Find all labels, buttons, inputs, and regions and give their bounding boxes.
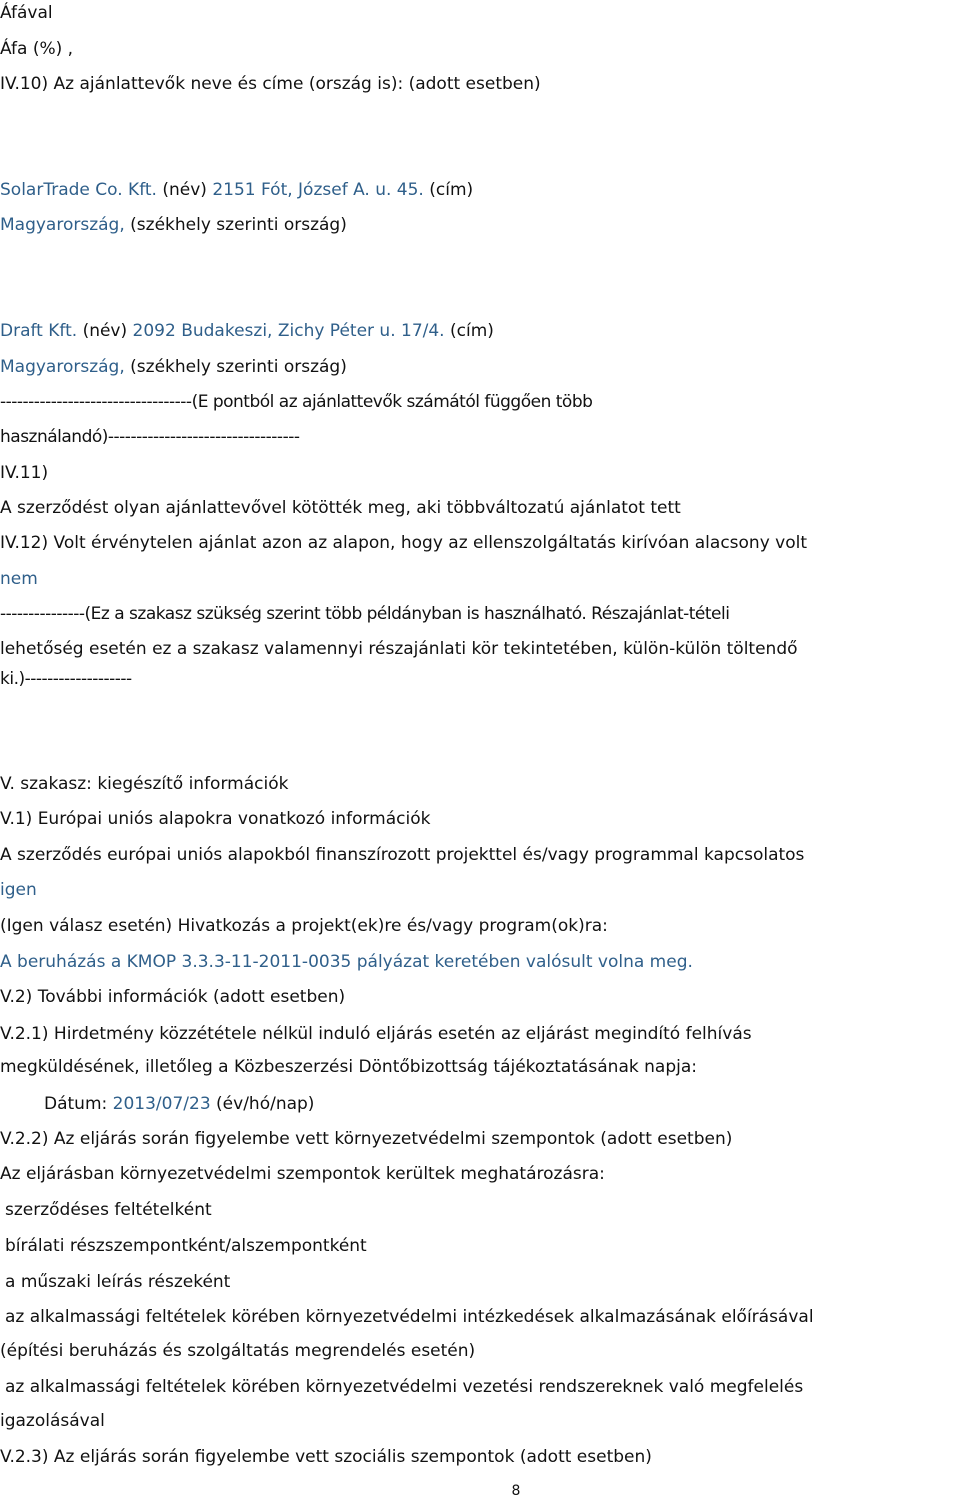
section-note-line-2: lehetőség esetén ez a szakasz valamennyi részajánlati kör tekintetében, külön-külön töltendő <box>0 639 798 659</box>
name-label: (név) <box>82 321 128 341</box>
iv11-text: A szerződést olyan ajánlattevővel kötötték meg, aki többváltozatú ajánlatot tett <box>0 498 681 518</box>
repeat-note-line-2: használandó)---------------------------------- <box>0 427 300 447</box>
bidder2-country: Magyarország, <box>0 357 125 377</box>
date-value: 2013/07/23 <box>112 1094 211 1114</box>
page-number: 8 <box>511 1483 521 1499</box>
date-format: (év/hó/nap) <box>216 1094 315 1114</box>
v22-intro: Az eljárásban környezetvédelmi szempontok kerültek meghatározásra: <box>0 1164 605 1184</box>
iv12-value: nem <box>0 569 38 589</box>
v1-heading: V.1) Európai uniós alapokra vonatkozó információk <box>0 809 431 829</box>
bidder1-name: SolarTrade Co. Kft. <box>0 180 157 200</box>
section-note-line-3: ki.)------------------- <box>0 669 132 689</box>
v21-text-line-1: V.2.1) Hirdetmény közzététele nélkül induló eljárás esetén az eljárást megindító felhívás <box>0 1024 752 1044</box>
v1-answer: igen <box>0 880 37 900</box>
bidder2-name: Draft Kft. <box>0 321 78 341</box>
bidder2-line <box>0 320 494 342</box>
date-label: Dátum: <box>44 1094 108 1114</box>
v22-item-technical-spec: a műszaki leírás részeként <box>5 1272 231 1292</box>
v22-item-eligibility-measures-line-1: az alkalmassági feltételek körében környezetvédelmi intézkedések alkalmazásának előírásával <box>5 1307 814 1327</box>
vat-percent-label: Áfa (%) , <box>0 39 74 59</box>
v21-text-line-2: megküldésének, illetőleg a Közbeszerzési Döntőbizottság tájékoztatásának napja: <box>0 1057 697 1077</box>
v22-item-evaluation-criterion: bírálati részszempontként/alszempontként <box>5 1236 367 1256</box>
bidder1-address: 2151 Fót, József A. u. 45. <box>212 180 424 200</box>
address-label: (cím) <box>429 180 474 200</box>
iv11-heading: IV.11) <box>0 463 49 483</box>
section-note-line-1: ---------------(Ez a szakasz szükség szerint több példányban is használható. Részajánlat-tételi <box>0 604 730 624</box>
bidder1-country-line <box>0 214 347 236</box>
iv12-heading: IV.12) Volt érvénytelen ajánlat azon az alapon, hogy az ellenszolgáltatás kirívóan alacsony volt <box>0 533 808 553</box>
bidder1-line <box>0 179 473 201</box>
country-label: (székhely szerinti ország) <box>130 357 347 377</box>
v2-heading: V.2) További információk (adott esetben) <box>0 987 346 1007</box>
date-line <box>44 1093 314 1115</box>
section-v-heading: V. szakasz: kiegészítő információk <box>0 774 289 794</box>
v22-item-eligibility-measures-line-2: (építési beruházás és szolgáltatás megrendelés esetén) <box>0 1341 476 1361</box>
bidder1-country: Magyarország, <box>0 215 125 235</box>
iv10-heading: IV.10) Az ajánlattevők neve és címe (ország is): (adott esetben) <box>0 74 541 94</box>
v22-heading: V.2.2) Az eljárás során figyelembe vett környezetvédelmi szempontok (adott esetben) <box>0 1129 733 1149</box>
v22-item-management-systems-line-1: az alkalmassági feltételek körében környezetvédelmi vezetési rendszereknek való megfelelés <box>5 1377 804 1397</box>
address-label: (cím) <box>450 321 494 341</box>
vat-included-label: Áfával <box>0 3 53 23</box>
bidder2-country-line <box>0 356 347 378</box>
v23-heading: V.2.3) Az eljárás során figyelembe vett szociális szempontok (adott esetben) <box>0 1447 652 1467</box>
v1-reference-value: A beruházás a KMOP 3.3.3-11-2011-0035 pályázat keretében valósult volna meg. <box>0 952 693 972</box>
v1-question: A szerződés európai uniós alapokból finanszírozott projekttel és/vagy programmal kapcsolatos <box>0 845 805 865</box>
v22-item-contract-condition: szerződéses feltételként <box>5 1200 212 1220</box>
bidder2-address: 2092 Budakeszi, Zichy Péter u. 17/4. <box>132 321 445 341</box>
name-label: (név) <box>162 180 207 200</box>
v1-reference-label: (Igen válasz esetén) Hivatkozás a projekt(ek)re és/vagy program(ok)ra: <box>0 916 608 936</box>
v22-item-management-systems-line-2: igazolásával <box>0 1411 105 1431</box>
repeat-note-line-1: ----------------------------------(E pontból az ajánlattevők számától függően több <box>0 392 593 412</box>
country-label: (székhely szerinti ország) <box>130 215 347 235</box>
